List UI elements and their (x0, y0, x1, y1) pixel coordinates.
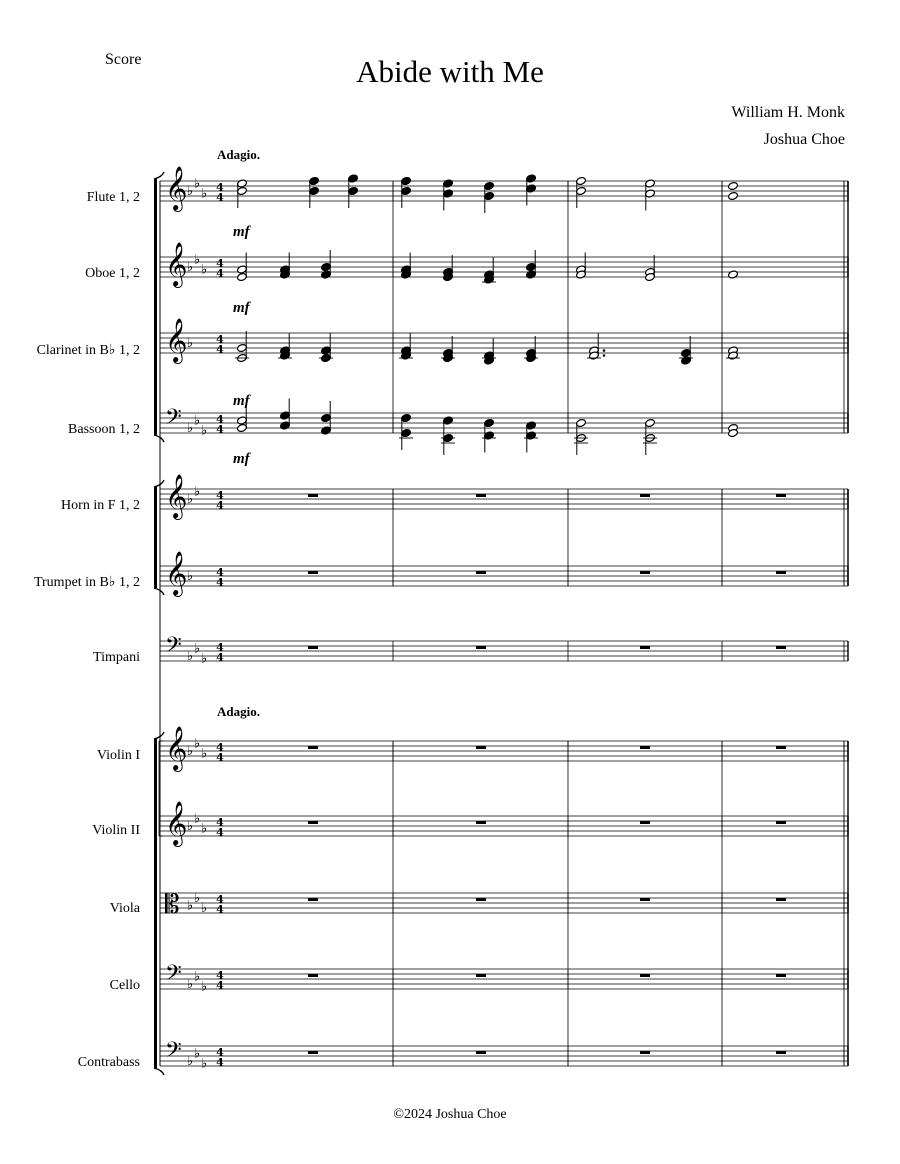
alto-clef-icon: 𝄡 (165, 890, 180, 920)
whole-rest (476, 494, 486, 497)
time-signature-numerator: 4 (216, 257, 224, 270)
whole-rest (476, 821, 486, 824)
time-signature-denominator: 4 (216, 191, 224, 204)
key-signature-flat-icon: ♭ (187, 569, 194, 584)
key-signature-flat-icon: ♭ (194, 811, 201, 827)
woodwind-bracket-hook-bottom (154, 435, 164, 442)
instrument-label-bassoon: Bassoon 1, 2 (68, 422, 140, 437)
whole-rest (476, 1051, 486, 1054)
composer-credit: William H. Monk (731, 104, 845, 121)
strings-bracket-hook-top (154, 732, 164, 739)
whole-rest (308, 821, 318, 824)
dotted-note-dot (603, 349, 606, 352)
score-label: Score (105, 51, 142, 68)
whole-rest (308, 898, 318, 901)
tempo-marking-strings: Adagio. (217, 704, 260, 719)
key-signature-flat-icon: ♭ (201, 979, 208, 995)
key-signature-flat-icon: ♭ (201, 1056, 208, 1072)
dynamic-flute: mf (233, 224, 250, 240)
whole-rest (308, 1051, 318, 1054)
time-signature-denominator: 4 (216, 979, 224, 992)
key-signature-flat-icon: ♭ (187, 1054, 194, 1069)
whole-rest (476, 898, 486, 901)
instrument-label-trumpet: Trumpet in B♭ 1, 2 (33, 575, 140, 590)
instrument-label-contrabass: Contrabass (77, 1055, 140, 1070)
brass-bracket-hook-top (154, 480, 164, 487)
treble-clef-icon: 𝄞 (165, 801, 188, 845)
whole-rest (776, 974, 786, 977)
note-head (728, 270, 739, 279)
whole-rest (308, 571, 318, 574)
key-signature-flat-icon: ♭ (187, 649, 194, 664)
instrument-label-horn: Horn in F 1, 2 (61, 498, 140, 513)
key-signature-flat-icon: ♭ (201, 901, 208, 916)
woodwind-bracket (154, 179, 157, 435)
key-signature-flat-icon: ♭ (201, 186, 208, 202)
whole-rest (640, 974, 650, 977)
whole-rest (476, 646, 486, 649)
time-signature-denominator: 4 (216, 1056, 224, 1069)
time-signature-numerator: 4 (216, 333, 224, 346)
bass-clef-icon: 𝄢 (165, 1038, 182, 1068)
whole-rest (776, 571, 786, 574)
time-signature-numerator: 4 (216, 489, 224, 502)
key-signature-flat-icon: ♭ (201, 651, 208, 667)
instrument-label-clarinet: Clarinet in B♭ 1, 2 (36, 343, 140, 358)
whole-rest (476, 974, 486, 977)
whole-rest (308, 494, 318, 497)
instrument-label-oboe: Oboe 1, 2 (85, 266, 140, 281)
key-signature-flat-icon: ♭ (187, 336, 194, 351)
strings-bracket-hook-bottom (154, 1068, 164, 1075)
key-signature-flat-icon: ♭ (194, 413, 201, 429)
time-signature-denominator: 4 (216, 267, 224, 280)
instrument-label-violin-1: Violin I (96, 748, 140, 763)
dynamic-oboe: mf (233, 300, 250, 316)
bass-clef-icon: 𝄢 (165, 633, 182, 663)
whole-rest (640, 821, 650, 824)
key-signature-flat-icon: ♭ (187, 819, 194, 834)
time-signature-numerator: 4 (216, 181, 224, 194)
key-signature-flat-icon: ♭ (187, 260, 194, 275)
treble-clef-icon: 𝄞 (165, 551, 188, 595)
whole-rest (776, 646, 786, 649)
time-signature-denominator: 4 (216, 903, 224, 916)
treble-clef-icon: 𝄞 (165, 474, 188, 518)
whole-rest (308, 646, 318, 649)
key-signature-flat-icon: ♭ (187, 977, 194, 992)
brass-bracket (154, 487, 157, 588)
treble-clef-icon: 𝄞 (165, 726, 188, 770)
key-signature-flat-icon: ♭ (187, 898, 194, 914)
whole-rest (640, 898, 650, 901)
time-signature-numerator: 4 (216, 1046, 224, 1059)
whole-rest (640, 646, 650, 649)
note-head (728, 191, 739, 200)
whole-rest (640, 746, 650, 749)
page-title: Abide with Me (356, 54, 544, 89)
key-signature-flat-icon: ♭ (194, 641, 201, 657)
whole-rest (640, 494, 650, 497)
whole-rest (776, 494, 786, 497)
time-signature-denominator: 4 (216, 423, 224, 436)
whole-rest (776, 821, 786, 824)
dynamic-clarinet: mf (233, 393, 250, 409)
dotted-note-dot (603, 354, 606, 357)
whole-rest (476, 746, 486, 749)
time-signature-denominator: 4 (216, 343, 224, 356)
time-signature-denominator: 4 (216, 751, 224, 764)
instrument-label-viola: Viola (109, 901, 140, 916)
time-signature-numerator: 4 (216, 641, 224, 654)
instrument-label-violin-2: Violin II (92, 823, 140, 838)
time-signature-numerator: 4 (216, 566, 224, 579)
key-signature-flat-icon: ♭ (194, 1046, 201, 1062)
key-signature-flat-icon: ♭ (194, 484, 201, 500)
key-signature-flat-icon: ♭ (194, 969, 201, 985)
key-signature-flat-icon: ♭ (194, 891, 201, 906)
key-signature-flat-icon: ♭ (201, 746, 208, 762)
treble-clef-icon: 𝄞 (165, 318, 188, 362)
whole-rest (776, 1051, 786, 1054)
arranger-credit: Joshua Choe (763, 131, 845, 148)
key-signature-flat-icon: ♭ (187, 421, 194, 436)
copyright-notice: ©2024 Joshua Choe (393, 1107, 507, 1122)
time-signature-denominator: 4 (216, 576, 224, 589)
key-signature-flat-icon: ♭ (187, 184, 194, 199)
whole-rest (640, 571, 650, 574)
bass-clef-icon: 𝄢 (165, 405, 182, 435)
time-signature-denominator: 4 (216, 499, 224, 512)
key-signature-flat-icon: ♭ (201, 821, 208, 837)
whole-rest (476, 571, 486, 574)
time-signature-numerator: 4 (216, 969, 224, 982)
time-signature-denominator: 4 (216, 651, 224, 664)
time-signature-numerator: 4 (216, 741, 224, 754)
bass-clef-icon: 𝄢 (165, 961, 182, 991)
whole-rest (308, 746, 318, 749)
tempo-marking-winds: Adagio. (217, 147, 260, 162)
instrument-label-cello: Cello (109, 978, 140, 993)
key-signature-flat-icon: ♭ (201, 423, 208, 439)
dynamic-bassoon: mf (233, 451, 250, 467)
treble-clef-icon: 𝄞 (165, 242, 188, 286)
key-signature-flat-icon: ♭ (187, 744, 194, 759)
time-signature-numerator: 4 (216, 893, 224, 906)
time-signature-denominator: 4 (216, 826, 224, 839)
instrument-label-flute: Flute 1, 2 (86, 190, 140, 205)
whole-rest (640, 1051, 650, 1054)
key-signature-flat-icon: ♭ (201, 262, 208, 278)
whole-rest (776, 898, 786, 901)
time-signature-numerator: 4 (216, 816, 224, 829)
key-signature-flat-icon: ♭ (194, 252, 201, 268)
time-signature-numerator: 4 (216, 413, 224, 426)
strings-bracket (154, 739, 157, 1068)
brass-bracket-hook-bottom (154, 588, 164, 595)
instrument-label-timpani: Timpani (93, 650, 140, 665)
key-signature-flat-icon: ♭ (194, 176, 201, 192)
treble-clef-icon: 𝄞 (165, 166, 188, 210)
whole-rest (308, 974, 318, 977)
whole-rest (776, 746, 786, 749)
note-head (728, 181, 739, 190)
key-signature-flat-icon: ♭ (187, 492, 194, 507)
key-signature-flat-icon: ♭ (194, 736, 201, 752)
woodwind-bracket-hook-top (154, 172, 164, 179)
